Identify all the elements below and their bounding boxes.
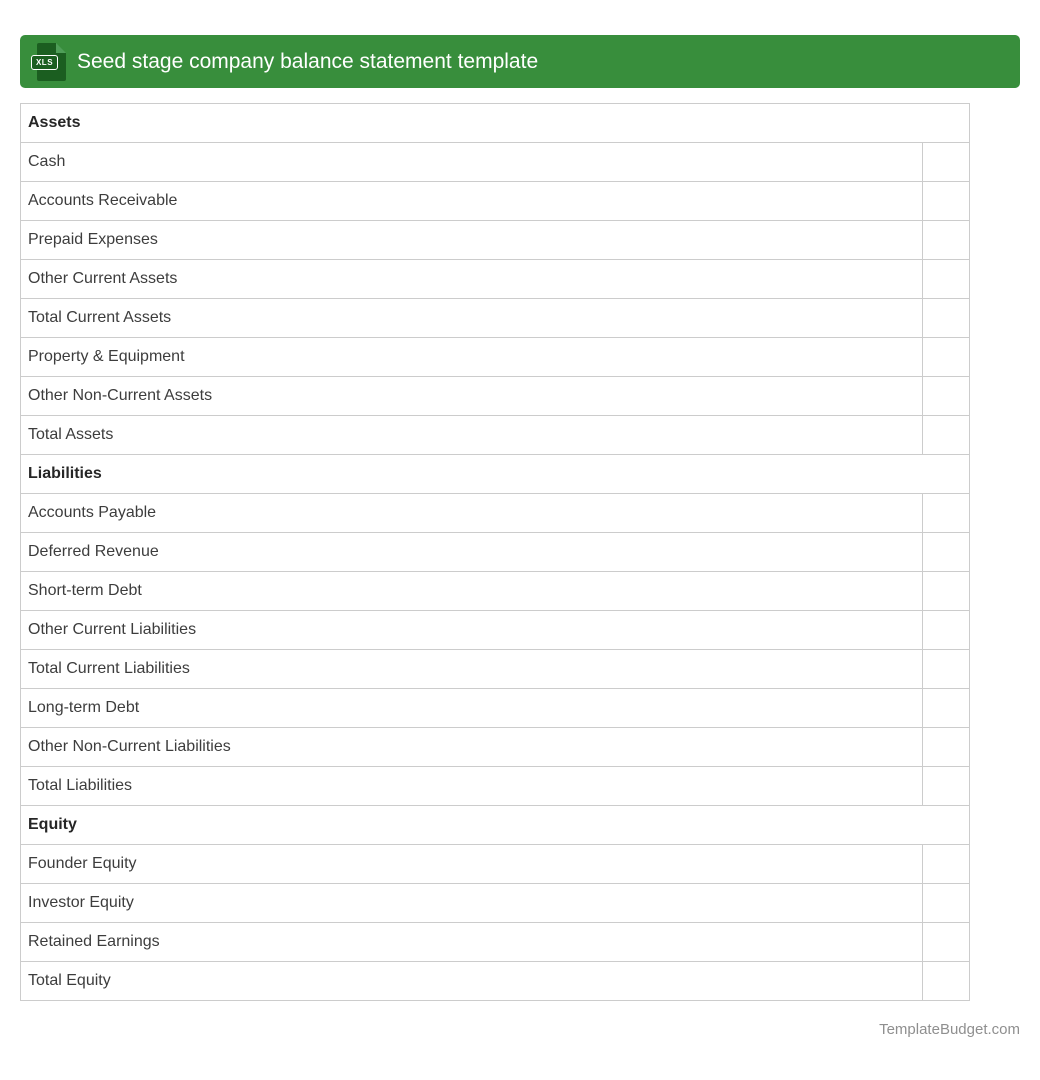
row-value-cell [923, 377, 970, 416]
table-row [21, 923, 970, 962]
table-row [21, 845, 970, 884]
table-row [21, 416, 970, 455]
row-label: Accounts Payable [21, 494, 923, 533]
row-value-cell [923, 260, 970, 299]
row-label: Prepaid Expenses [21, 221, 923, 260]
page-title: Seed stage company balance statement template [77, 49, 539, 73]
row-label: Other Non-Current Liabilities [21, 728, 923, 767]
section-header: Equity [21, 806, 970, 845]
table-row [21, 806, 970, 845]
table-row [21, 182, 970, 221]
table-row [21, 572, 970, 611]
row-value-cell [923, 650, 970, 689]
row-value-cell [923, 572, 970, 611]
row-label: Investor Equity [21, 884, 923, 923]
row-value-cell [923, 962, 970, 1001]
row-label: Total Equity [21, 962, 923, 1001]
section-header: Liabilities [21, 455, 970, 494]
table-row [21, 650, 970, 689]
row-label: Other Current Liabilities [21, 611, 923, 650]
row-value-cell [923, 182, 970, 221]
table-row [21, 104, 970, 143]
template-header-bar[interactable] [20, 35, 1020, 88]
site-watermark: TemplateBudget.com [879, 1021, 1020, 1038]
row-value-cell [923, 611, 970, 650]
row-label: Total Assets [21, 416, 923, 455]
page [0, 35, 1040, 1038]
table-row [21, 494, 970, 533]
section-header: Assets [21, 104, 970, 143]
xls-file-icon [31, 43, 66, 81]
table-row [21, 767, 970, 806]
table-row [21, 884, 970, 923]
table-row [21, 260, 970, 299]
row-value-cell [923, 221, 970, 260]
xls-badge: XLS [31, 55, 58, 70]
row-label: Long-term Debt [21, 689, 923, 728]
row-value-cell [923, 533, 970, 572]
row-label: Short-term Debt [21, 572, 923, 611]
row-label: Other Current Assets [21, 260, 923, 299]
table-row [21, 611, 970, 650]
row-label: Founder Equity [21, 845, 923, 884]
row-value-cell [923, 923, 970, 962]
table-row [21, 728, 970, 767]
row-label: Total Current Assets [21, 299, 923, 338]
row-value-cell [923, 845, 970, 884]
row-value-cell [923, 767, 970, 806]
row-value-cell [923, 299, 970, 338]
balance-table-body [21, 104, 970, 1001]
row-label: Total Current Liabilities [21, 650, 923, 689]
row-label: Cash [21, 143, 923, 182]
balance-statement-table [20, 103, 970, 1001]
row-value-cell [923, 143, 970, 182]
row-value-cell [923, 416, 970, 455]
row-label: Other Non-Current Assets [21, 377, 923, 416]
table-row [21, 221, 970, 260]
row-value-cell [923, 689, 970, 728]
table-row [21, 377, 970, 416]
table-row [21, 143, 970, 182]
table-row [21, 338, 970, 377]
table-row [21, 533, 970, 572]
row-label: Deferred Revenue [21, 533, 923, 572]
table-row [21, 689, 970, 728]
row-value-cell [923, 338, 970, 377]
table-row [21, 455, 970, 494]
row-label: Total Liabilities [21, 767, 923, 806]
row-label: Retained Earnings [21, 923, 923, 962]
table-row [21, 299, 970, 338]
row-label: Accounts Receivable [21, 182, 923, 221]
table-row [21, 962, 970, 1001]
row-value-cell [923, 728, 970, 767]
row-value-cell [923, 884, 970, 923]
row-value-cell [923, 494, 970, 533]
row-label: Property & Equipment [21, 338, 923, 377]
